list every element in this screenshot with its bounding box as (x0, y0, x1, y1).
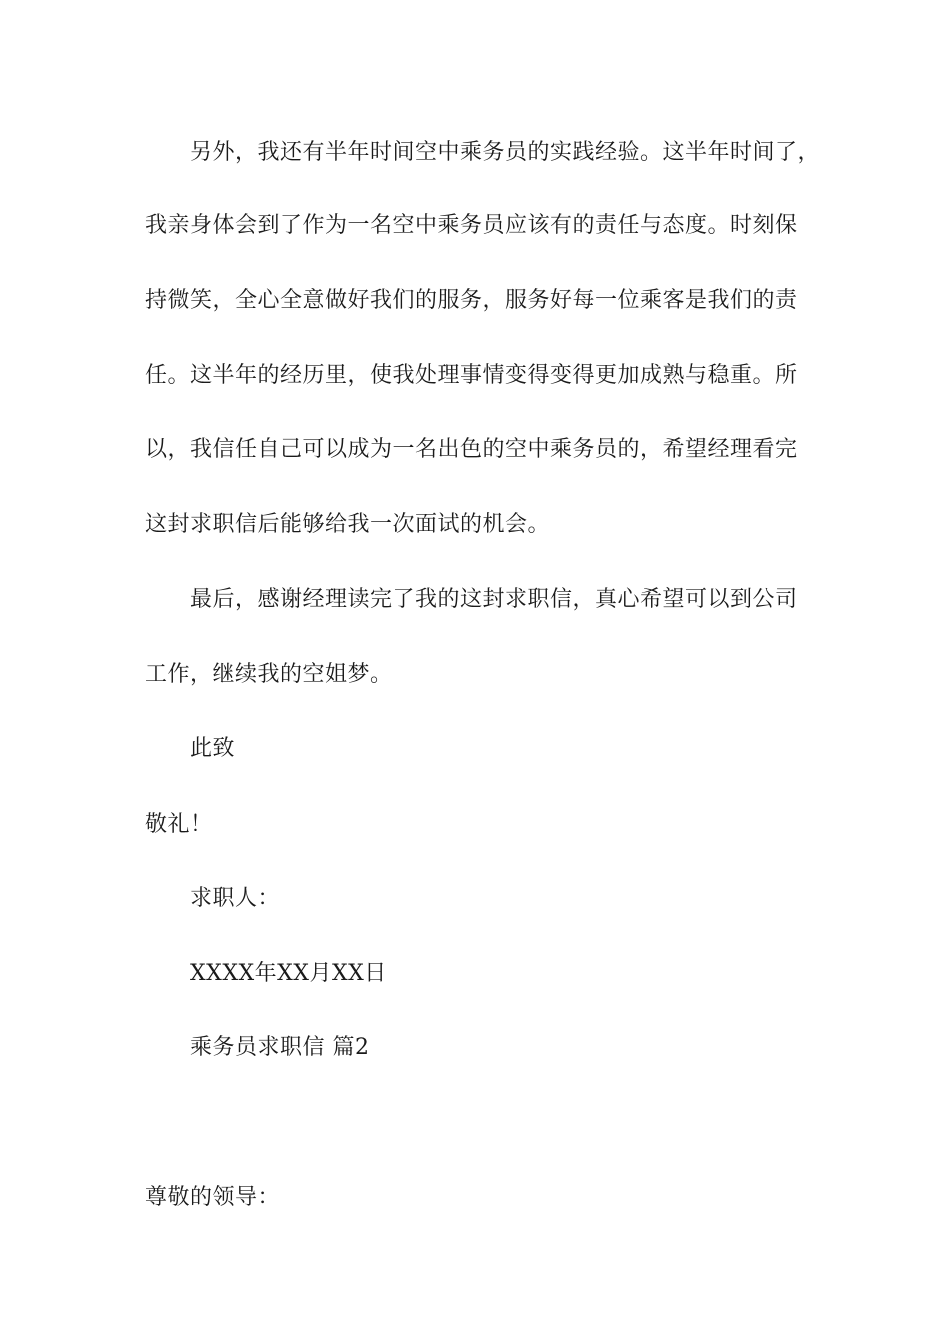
date-line: XXXX年XX月XX日 (190, 961, 387, 986)
closing-salutation: 此致 (190, 736, 236, 761)
paragraph-line: 工作，继续我的空姐梦。 (145, 662, 393, 687)
paragraph-line: 我亲身体会到了作为一名空中乘务员应该有的责任与态度。时刻保 (145, 213, 798, 238)
paragraph-line: 任。这半年的经历里，使我处理事情变得变得更加成熟与稳重。所 (145, 363, 798, 388)
section-heading: 乘务员求职信 篇2 (190, 1035, 370, 1060)
greeting-line: 尊敬的领导： (145, 1185, 281, 1210)
paragraph-line: 持微笑，全心全意做好我们的服务，服务好每一位乘客是我们的责 (145, 288, 798, 313)
applicant-label: 求职人： (190, 886, 281, 911)
paragraph-line: 这封求职信后能够给我一次面试的机会。 (145, 512, 551, 537)
paragraph-line: 以，我信任自己可以成为一名出色的空中乘务员的，希望经理看完 (145, 437, 798, 462)
closing-regards: 敬礼！ (145, 812, 213, 837)
paragraph-line: 另外，我还有半年时间空中乘务员的实践经验。这半年时间了， (190, 140, 821, 165)
paragraph-line: 最后，感谢经理读完了我的这封求职信，真心希望可以到公司 (190, 587, 798, 612)
